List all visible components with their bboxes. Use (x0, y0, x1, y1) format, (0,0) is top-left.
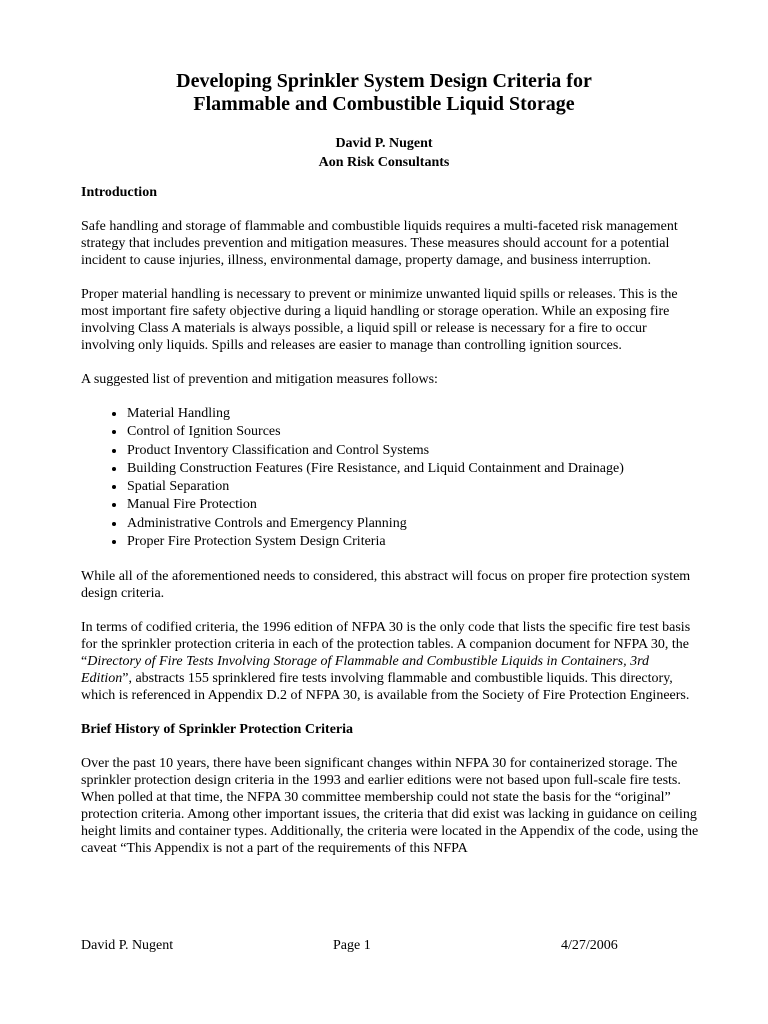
footer-date: 4/27/2006 (561, 938, 618, 953)
history-heading: Brief History of Sprinkler Protection Criteria (81, 722, 354, 738)
introduction-paragraph-5 (81, 619, 701, 704)
list-item: • Material Handling (126, 405, 701, 423)
list-item: • Spatial Separation (126, 478, 701, 496)
list-item: • Building Construction Features (Fire Resistance, and Liquid Containment and Drainage) (126, 460, 701, 478)
history-paragraph-1: Over the past 10 years, there have been significant changes within NFPA 30 for containerized storage. The sprinkler protection design criteria in the 1993 and earlier editions were not based upon full-scale fire tests. When polled at that time, the NFPA 30 committee membership could not state the basis for the “original” protection criteria. Among other important issues, the criteria that did exist was lacking in guidance on ceiling height limits and container types. Additionally, the criteria were located in the Appendix of the code, using the caveat “This Appendix is not a part of the requirements of this NFPA (81, 756, 699, 857)
document-title (0, 70, 768, 116)
list-item: • Product Inventory Classification and Control Systems (126, 442, 701, 460)
list-item: • Administrative Controls and Emergency Planning (126, 515, 701, 533)
title-line-2: Flammable and Combustible Liquid Storage (193, 93, 575, 115)
directory-title-italic: Directory of Fire Tests Involving Storage of Flammable and Combustible Liquids in Containers, 3rd Edition (81, 654, 650, 687)
title-line-1: Developing Sprinkler System Design Criteria for (176, 70, 592, 92)
footer-page-number: Page 1 (333, 938, 371, 953)
paragraph-text: In terms of codified criteria, the 1996 edition of NFPA 30 is the only code that lists the specific fire test basis for the sprinkler protection criteria in each of the protection tables. A companion document for NFPA 30, the “ (81, 620, 691, 670)
author-organization: Aon Risk Consultants (318, 155, 450, 170)
introduction-paragraph-1: Safe handling and storage of flammable and combustible liquids requires a multi-faceted risk management strategy that includes prevention and mitigation measures. These measures should account for a potential incident to cause injuries, illness, environmental damage, property damage, and business interruption. (81, 219, 678, 268)
introduction-paragraph-3: A suggested list of prevention and mitigation measures follows: (81, 372, 438, 387)
author-block (0, 134, 768, 172)
list-item: • Manual Fire Protection (126, 496, 701, 514)
introduction-paragraph-2: Proper material handling is necessary to prevent or minimize unwanted liquid spills or releases. This is the most important fire safety objective during a liquid handling or storage operation. While an exposing fire involving Class A materials is always possible, a liquid spill or release is necessary for a fire to occur involving only liquids. Spills and releases are easier to manage than controlling ignition sources. (81, 287, 678, 353)
document-body (81, 184, 701, 857)
page-footer (81, 937, 681, 955)
introduction-paragraph-4: While all of the aforementioned needs to considered, this abstract will focus on proper fire protection system design criteria. (81, 569, 691, 602)
author-name: David P. Nugent (335, 136, 433, 151)
measures-list (81, 405, 701, 551)
list-item: • Proper Fire Protection System Design Criteria (126, 533, 701, 551)
list-item: • Control of Ignition Sources (126, 423, 701, 441)
footer-author: David P. Nugent (81, 938, 174, 953)
introduction-heading: Introduction (81, 185, 157, 200)
paragraph-text: ”, abstracts 155 sprinklered fire tests involving flammable and combustible liquids. This directory, which is referenced in Appendix D.2 of NFPA 30, is available from the Society of Fire Protection Engineers. (81, 671, 690, 704)
